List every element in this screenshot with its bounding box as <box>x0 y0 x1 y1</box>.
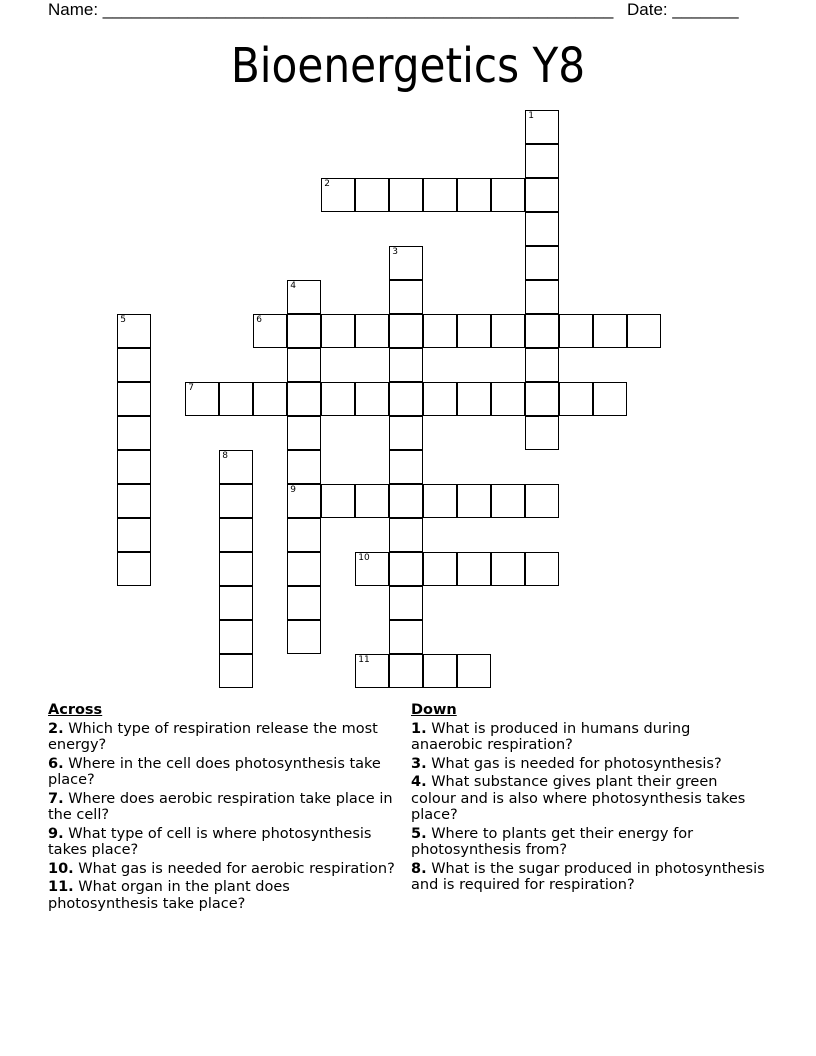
grid-cell[interactable] <box>389 348 423 382</box>
grid-cell[interactable] <box>627 314 661 348</box>
grid-cell[interactable] <box>423 314 457 348</box>
clue-number: 7. <box>48 790 64 807</box>
grid-cell[interactable] <box>457 382 491 416</box>
grid-cell[interactable] <box>525 212 559 246</box>
grid-cell[interactable] <box>525 178 559 212</box>
grid-cell[interactable] <box>253 382 287 416</box>
grid-cell[interactable] <box>287 348 321 382</box>
grid-cell[interactable] <box>559 382 593 416</box>
clue-number: 3 <box>392 247 398 258</box>
down-clue <box>411 826 766 859</box>
grid-cell[interactable] <box>117 314 151 348</box>
grid-cell[interactable] <box>219 518 253 552</box>
across-clue <box>48 826 403 859</box>
grid-cell[interactable] <box>423 382 457 416</box>
grid-cell[interactable] <box>287 314 321 348</box>
grid-cell[interactable] <box>389 280 423 314</box>
grid-cell[interactable] <box>321 484 355 518</box>
clue-number: 4. <box>411 774 427 790</box>
grid-cell[interactable] <box>525 552 559 586</box>
across-clues <box>48 702 403 914</box>
grid-cell[interactable] <box>219 654 253 688</box>
grid-cell[interactable] <box>219 586 253 620</box>
grid-cell[interactable] <box>287 382 321 416</box>
grid-cell[interactable] <box>491 382 525 416</box>
clue-text: What is produced in humans during anaerobic respiration? <box>411 720 691 753</box>
clue-number: 5 <box>120 315 126 326</box>
down-clue <box>411 721 766 754</box>
grid-cell[interactable] <box>355 314 389 348</box>
clue-number: 5. <box>411 825 427 842</box>
grid-cell[interactable] <box>287 620 321 654</box>
grid-cell[interactable] <box>287 552 321 586</box>
grid-cell[interactable] <box>593 382 627 416</box>
grid-cell[interactable] <box>287 484 321 518</box>
grid-cell[interactable] <box>117 416 151 450</box>
grid-cell[interactable] <box>321 382 355 416</box>
grid-cell[interactable] <box>117 518 151 552</box>
grid-cell[interactable] <box>287 586 321 620</box>
clue-text: What gas is needed for aerobic respiration? <box>73 860 395 877</box>
grid-cell[interactable] <box>423 484 457 518</box>
grid-cell[interactable] <box>423 178 457 212</box>
clue-number: 11 <box>358 655 370 666</box>
grid-cell[interactable] <box>389 246 423 280</box>
grid-cell[interactable] <box>355 654 389 688</box>
grid-cell[interactable] <box>117 382 151 416</box>
clue-number: 9. <box>48 825 64 842</box>
grid-cell[interactable] <box>389 518 423 552</box>
clue-text: What is the sugar produced in photosynthesis and is required for respiration? <box>411 860 765 893</box>
across-clue <box>48 791 403 824</box>
grid-cell[interactable] <box>355 382 389 416</box>
grid-cell[interactable] <box>389 620 423 654</box>
clue-text: Where does aerobic respiration take place in the cell? <box>48 790 393 823</box>
grid-cell[interactable] <box>389 552 423 586</box>
grid-cell[interactable] <box>389 586 423 620</box>
grid-cell[interactable] <box>457 178 491 212</box>
clue-number: 7 <box>188 383 194 394</box>
grid-cell[interactable] <box>185 382 219 416</box>
grid-cell[interactable] <box>321 178 355 212</box>
clue-number: 1 <box>528 111 534 122</box>
clue-number: 8 <box>222 451 228 462</box>
across-clue <box>48 861 403 878</box>
down-clue <box>411 756 766 773</box>
clue-number: 6. <box>48 755 64 772</box>
grid-cell[interactable] <box>389 484 423 518</box>
grid-cell[interactable] <box>423 654 457 688</box>
clue-number: 10. <box>48 860 74 877</box>
clue-text: What organ in the plant does photosynthesis take place? <box>48 879 290 912</box>
grid-cell[interactable] <box>457 552 491 586</box>
grid-cell[interactable] <box>219 484 253 518</box>
grid-cell[interactable] <box>253 314 287 348</box>
clue-text: Which type of respiration release the most energy? <box>48 720 378 753</box>
grid-cell[interactable] <box>525 382 559 416</box>
grid-cell[interactable] <box>287 450 321 484</box>
grid-cell[interactable] <box>593 314 627 348</box>
grid-cell[interactable] <box>491 178 525 212</box>
down-heading: Down <box>411 702 457 718</box>
grid-cell[interactable] <box>525 144 559 178</box>
across-clue <box>48 756 403 789</box>
clue-number: 8. <box>411 860 427 877</box>
grid-cell[interactable] <box>287 280 321 314</box>
grid-cell[interactable] <box>117 552 151 586</box>
clue-text: What gas is needed for photosynthesis? <box>426 755 722 772</box>
down-clue <box>411 861 766 894</box>
grid-cell[interactable] <box>525 348 559 382</box>
name-field[interactable]: Name: ______________________________________________________ <box>48 0 614 19</box>
clue-number: 2 <box>324 179 330 190</box>
grid-cell[interactable] <box>525 246 559 280</box>
grid-cell[interactable] <box>219 450 253 484</box>
clue-text: Where in the cell does photosynthesis take place? <box>48 755 381 788</box>
clue-text: Where to plants get their energy for photosynthesis from? <box>411 825 694 858</box>
clue-text: What type of cell is where photosynthesis takes place? <box>48 825 372 858</box>
grid-cell[interactable] <box>525 314 559 348</box>
grid-cell[interactable] <box>389 314 423 348</box>
grid-cell[interactable] <box>491 484 525 518</box>
clue-number: 10 <box>358 553 370 564</box>
grid-cell[interactable] <box>355 178 389 212</box>
grid-cell[interactable] <box>355 484 389 518</box>
grid-cell[interactable] <box>355 552 389 586</box>
grid-cell[interactable] <box>321 314 355 348</box>
date-field[interactable]: Date: _______ <box>627 0 739 19</box>
clue-number: 3. <box>411 755 427 772</box>
down-clue <box>411 774 766 824</box>
grid-cell[interactable] <box>457 314 491 348</box>
down-clues <box>411 702 766 896</box>
grid-cell[interactable] <box>491 552 525 586</box>
across-heading: Across <box>48 702 103 718</box>
clue-number: 1. <box>411 720 427 737</box>
grid-cell[interactable] <box>389 450 423 484</box>
grid-cell[interactable] <box>219 552 253 586</box>
grid-cell[interactable] <box>287 416 321 450</box>
grid-cell[interactable] <box>559 314 593 348</box>
grid-cell[interactable] <box>389 178 423 212</box>
grid-cell[interactable] <box>525 110 559 144</box>
clue-number: 9 <box>290 485 296 496</box>
grid-cell[interactable] <box>423 552 457 586</box>
grid-cell[interactable] <box>219 382 253 416</box>
grid-cell[interactable] <box>389 416 423 450</box>
clue-text: What substance gives plant their green colour and is also where photosynthesis takes place? <box>411 774 746 823</box>
clue-number: 11. <box>48 879 74 895</box>
page-title: Bioenergetics Y8 <box>230 38 586 94</box>
grid-cell[interactable] <box>117 348 151 382</box>
grid-cell[interactable] <box>117 450 151 484</box>
clue-number: 2. <box>48 720 64 737</box>
grid-cell[interactable] <box>525 484 559 518</box>
grid-cell[interactable] <box>117 484 151 518</box>
grid-cell[interactable] <box>457 654 491 688</box>
across-clue <box>48 721 403 754</box>
grid-cell[interactable] <box>491 314 525 348</box>
grid-cell[interactable] <box>525 280 559 314</box>
clue-number: 6 <box>256 315 262 326</box>
grid-cell[interactable] <box>287 518 321 552</box>
grid-cell[interactable] <box>457 484 491 518</box>
grid-cell[interactable] <box>219 620 253 654</box>
across-clue <box>48 879 403 912</box>
grid-cell[interactable] <box>525 416 559 450</box>
clue-number: 4 <box>290 281 296 292</box>
grid-cell[interactable] <box>389 382 423 416</box>
grid-cell[interactable] <box>389 654 423 688</box>
